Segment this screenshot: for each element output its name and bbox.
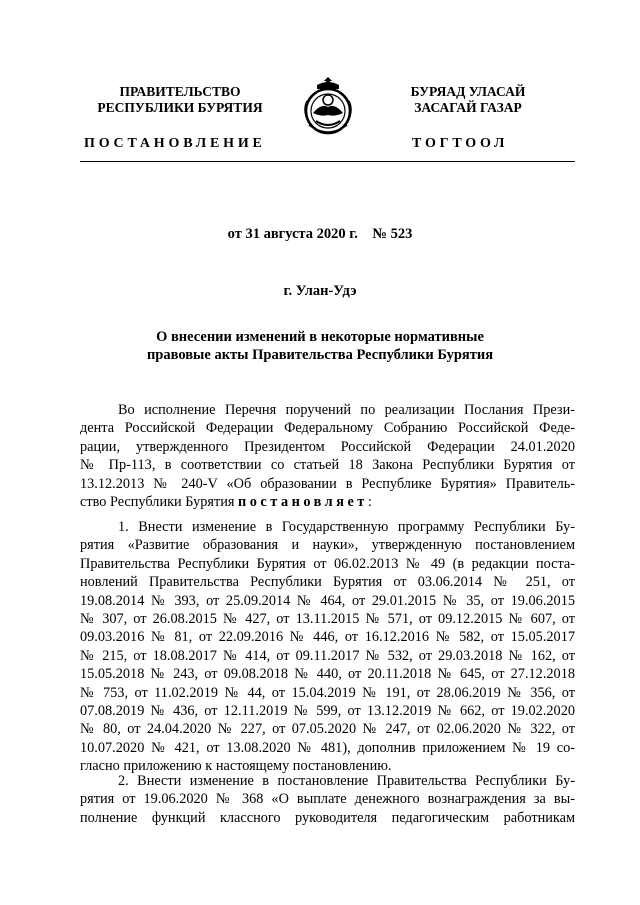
title-line2: правовые акты Правительства Республики Бурятия xyxy=(146,347,494,363)
text-line: новлений Правительства Республики Бурятия от 03.06.2014 № 251, от xyxy=(80,574,575,591)
doc-type-bua: ТОГТООЛ xyxy=(412,136,509,151)
text-line: 10.07.2020 № 421, от 13.08.2020 № 481), дополнив приложением № 19 со- xyxy=(80,739,575,756)
text-line: Правительства Республики Бурятия от 06.02.2013 № 49 (в редакции поста- xyxy=(80,555,575,572)
text-line: рятия от 19.06.2020 № 368 «О выплате денежного вознаграждения за вы- xyxy=(80,791,575,808)
issuer-ru xyxy=(80,84,280,116)
title-line1: О внесении изменений в некоторые нормативные xyxy=(156,329,484,345)
date-number: от 31 августа 2020 г. № 523 xyxy=(227,226,413,242)
document-title xyxy=(0,328,640,364)
text-line: № 307, от 26.08.2015 № 427, от 13.11.2015 № 571, от 09.12.2015 № 607, от xyxy=(80,610,575,627)
text-line: гласно приложению к настоящему постановлению. xyxy=(80,758,392,775)
text-line: № 753, от 11.02.2019 № 44, от 15.04.2019 № 191, от 28.06.2019 № 356, от xyxy=(80,684,575,701)
text-line: 2. Внести изменение в постановление Правительства Республики Бу- xyxy=(118,773,575,789)
paragraph-preamble xyxy=(80,401,575,511)
city: г. Улан-Удэ xyxy=(283,283,357,299)
text-line: Во исполнение Перечня поручений по реализации Послания Прези- xyxy=(118,402,575,418)
paragraph-item-1 xyxy=(80,518,575,775)
text-line: № 80, от 24.04.2020 № 227, от 07.05.2020 № 247, от 02.06.2020 № 322, от xyxy=(80,721,575,738)
header-divider xyxy=(80,161,575,162)
issuer-ru-line1: ПРАВИТЕЛЬСТВО xyxy=(119,84,241,99)
text-line: 13.12.2013 № 240-V «Об образовании в Республике Бурятия» Правитель- xyxy=(80,475,575,492)
text-line xyxy=(80,493,575,511)
text-fragment: : xyxy=(367,493,372,510)
issuer-ru-line2: РЕСПУБЛИКИ БУРЯТИЯ xyxy=(97,100,263,115)
paragraph-item-2 xyxy=(80,772,575,827)
issuer-bua xyxy=(388,84,548,116)
text-line: 1. Внести изменение в Государственную программу Республики Бу- xyxy=(118,519,575,535)
text-line: 19.08.2014 № 393, от 25.09.2014 № 464, от 29.01.2015 № 35, от 19.06.2015 xyxy=(80,592,575,609)
resolves-word: постановляет xyxy=(238,493,368,510)
text-line: 15.05.2018 № 243, от 09.08.2018 № 440, от 20.11.2018 № 645, от 27.12.2018 xyxy=(80,666,575,683)
text-line: 09.03.2016 № 81, от 22.09.2016 № 446, от 16.12.2016 № 582, от 15.05.2017 xyxy=(80,629,575,646)
issuer-bua-line2: ЗАСАГАЙ ГАЗАР xyxy=(414,100,522,115)
text-line: 07.08.2019 № 436, от 12.11.2019 № 599, от 13.12.2019 № 662, от 19.02.2020 xyxy=(80,702,575,719)
issuer-bua-line1: БУРЯАД УЛАСАЙ xyxy=(410,84,526,99)
text-fragment: ство Республики Бурятия xyxy=(80,493,239,510)
doc-type-ru: ПОСТАНОВЛЕНИЕ xyxy=(84,136,266,151)
text-line: № Пр-113, в соответствии со статьей 18 Закона Республики Бурятия от xyxy=(80,457,575,474)
text-line: рации, утвержденного Президентом Российской Федерации 24.01.2020 xyxy=(80,438,575,455)
text-line: дента Российской Федерации Федеральному Собранию Российской Феде- xyxy=(80,420,575,437)
coat-of-arms-icon xyxy=(299,73,357,137)
text-line: рятия «Развитие образования и науки», утвержденную постановлением xyxy=(80,537,575,554)
text-line: полнение функций классного руководителя педагогическим работникам xyxy=(80,809,575,826)
text-line: № 215, от 18.08.2017 № 414, от 09.11.2017 № 532, от 29.03.2018 № 162, от xyxy=(80,647,575,664)
